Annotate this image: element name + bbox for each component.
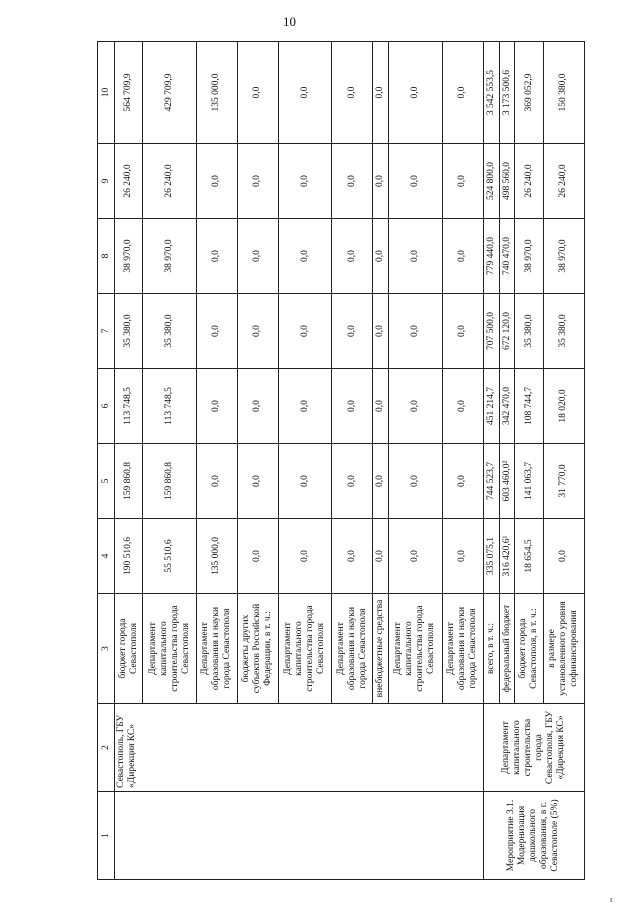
value-cell: 159 860,8 xyxy=(115,444,143,519)
value-cell: 141 063,7 xyxy=(515,444,543,519)
value-cell: 31 770,0 xyxy=(543,444,584,519)
header-cell: 10 xyxy=(98,42,115,144)
financing-table xyxy=(97,41,585,880)
value-cell: 38 970,0 xyxy=(143,219,196,294)
value-cell: 0,0 xyxy=(389,294,442,369)
value-cell: 0,0 xyxy=(332,42,373,144)
header-cell: 5 xyxy=(98,444,115,519)
measure-name-cell: Мероприятие 3.1. Модернизация дошкольного образования, в г. Севастополе (5%) xyxy=(483,792,584,880)
source-cell: Департамент образования и науки города Севастополя xyxy=(332,594,373,704)
source-cell: бюджет города Севастополя, в т. ч.: xyxy=(515,594,543,704)
value-cell: 0,0 xyxy=(442,42,483,144)
page-number: 10 xyxy=(283,14,296,29)
value-cell: 603 460,0² xyxy=(499,444,515,519)
value-cell: 0,0 xyxy=(196,219,237,294)
value-cell: 0,0 xyxy=(442,294,483,369)
source-cell: Департамент капитального строительства города Севастополя xyxy=(143,594,196,704)
value-cell: 429 709,9 xyxy=(143,42,196,144)
value-cell: 3 173 500,6 xyxy=(499,42,515,144)
value-cell: 0,0 xyxy=(332,219,373,294)
value-cell: 0,0 xyxy=(442,369,483,444)
value-cell: 0,0 xyxy=(543,519,584,594)
value-cell: 0,0 xyxy=(389,219,442,294)
value-cell: 0,0 xyxy=(389,444,442,519)
source-cell: Департамент капитального строительства города Севастополя xyxy=(278,594,331,704)
value-cell: 0,0 xyxy=(332,519,373,594)
value-cell: 0,0 xyxy=(278,294,331,369)
value-cell: 26 240,0 xyxy=(115,144,143,219)
value-cell: 35 380,0 xyxy=(515,294,543,369)
value-cell: 0,0 xyxy=(237,219,278,294)
value-cell: 0,0 xyxy=(442,444,483,519)
value-cell: 0,0 xyxy=(373,42,389,144)
value-cell: 498 560,0 xyxy=(499,144,515,219)
value-cell: 0,0 xyxy=(332,294,373,369)
value-cell: 0,0 xyxy=(373,369,389,444)
value-cell: 0,0 xyxy=(373,444,389,519)
value-cell: 0,0 xyxy=(373,219,389,294)
header-cell: 7 xyxy=(98,294,115,369)
table-body xyxy=(98,42,585,880)
value-cell: 707 500,0 xyxy=(483,294,499,369)
value-cell: 35 380,0 xyxy=(115,294,143,369)
value-cell: 26 240,0 xyxy=(143,144,196,219)
table-row xyxy=(483,42,499,880)
value-cell: 0,0 xyxy=(196,294,237,369)
value-cell: 0,0 xyxy=(196,144,237,219)
source-cell: в размере установленного уровня софинансирования xyxy=(543,594,584,704)
table-row xyxy=(115,42,143,880)
executor-cell: Департамент капитального строительства города Севастополя, ГБУ «Дирекция КС» xyxy=(483,704,584,792)
source-cell: федеральный бюджет xyxy=(499,594,515,704)
rotated-table-wrapper xyxy=(97,42,585,880)
value-cell: 38 970,0 xyxy=(515,219,543,294)
value-cell: 35 380,0 xyxy=(543,294,584,369)
value-cell: 524 800,0 xyxy=(483,144,499,219)
value-cell: 135 000,0 xyxy=(196,42,237,144)
value-cell: 0,0 xyxy=(196,444,237,519)
value-cell: 135 000,0 xyxy=(196,519,237,594)
value-cell: 0,0 xyxy=(237,369,278,444)
value-cell: 0,0 xyxy=(278,144,331,219)
source-cell: Департамент образования и науки города Севастополя xyxy=(442,594,483,704)
value-cell: 0,0 xyxy=(278,444,331,519)
header-cell: 8 xyxy=(98,219,115,294)
value-cell: 0,0 xyxy=(373,144,389,219)
value-cell: 0,0 xyxy=(278,519,331,594)
value-cell: 744 523,7 xyxy=(483,444,499,519)
footer-mark: ι xyxy=(610,895,613,904)
value-cell: 159 860,8 xyxy=(143,444,196,519)
header-cell: 4 xyxy=(98,519,115,594)
value-cell: 35 380,0 xyxy=(143,294,196,369)
value-cell: 3 542 553,5 xyxy=(483,42,499,144)
source-cell: всего, в т. ч.: xyxy=(483,594,499,704)
value-cell: 0,0 xyxy=(332,144,373,219)
value-cell: 113 748,5 xyxy=(143,369,196,444)
value-cell: 564 709,9 xyxy=(115,42,143,144)
source-cell: Департамент образования и науки города Севастополя xyxy=(196,594,237,704)
executor-cell: Севастополь, ГБУ «Дирекция КС» xyxy=(115,704,484,792)
value-cell: 190 510,6 xyxy=(115,519,143,594)
value-cell: 0,0 xyxy=(237,42,278,144)
value-cell: 0,0 xyxy=(278,42,331,144)
value-cell: 740 470,0 xyxy=(499,219,515,294)
value-cell: 779 440,0 xyxy=(483,219,499,294)
value-cell: 26 240,0 xyxy=(515,144,543,219)
value-cell: 0,0 xyxy=(389,144,442,219)
value-cell: 26 240,0 xyxy=(543,144,584,219)
value-cell: 0,0 xyxy=(389,42,442,144)
value-cell: 369 052,9 xyxy=(515,42,543,144)
value-cell: 150 380,0 xyxy=(543,42,584,144)
header-cell: 3 xyxy=(98,594,115,704)
source-cell: Департамент капитального строительства города Севастополя xyxy=(389,594,442,704)
measure-cell-empty xyxy=(115,792,484,880)
value-cell: 18 654,5 xyxy=(515,519,543,594)
value-cell: 0,0 xyxy=(332,444,373,519)
source-cell: внебюджетные средства xyxy=(373,594,389,704)
value-cell: 0,0 xyxy=(237,144,278,219)
value-cell: 18 020,0 xyxy=(543,369,584,444)
value-cell: 0,0 xyxy=(442,519,483,594)
value-cell: 38 970,0 xyxy=(115,219,143,294)
header-cell: 2 xyxy=(98,704,115,792)
value-cell: 0,0 xyxy=(237,444,278,519)
value-cell: 0,0 xyxy=(237,519,278,594)
value-cell: 0,0 xyxy=(373,294,389,369)
header-row xyxy=(98,42,115,880)
source-cell: бюджет города Севастополя xyxy=(115,594,143,704)
value-cell: 0,0 xyxy=(278,219,331,294)
value-cell: 335 075,1 xyxy=(483,519,499,594)
value-cell: 0,0 xyxy=(442,144,483,219)
value-cell: 316 420,6¹ xyxy=(499,519,515,594)
value-cell: 0,0 xyxy=(389,519,442,594)
header-cell: 9 xyxy=(98,144,115,219)
value-cell: 0,0 xyxy=(278,369,331,444)
value-cell: 108 744,7 xyxy=(515,369,543,444)
header-cell: 1 xyxy=(98,792,115,880)
value-cell: 0,0 xyxy=(196,369,237,444)
value-cell: 672 120,0 xyxy=(499,294,515,369)
value-cell: 342 470,0 xyxy=(499,369,515,444)
value-cell: 113 748,5 xyxy=(115,369,143,444)
source-cell: бюджеты других субъектов Российской Федерации, в т. ч.: xyxy=(237,594,278,704)
value-cell: 0,0 xyxy=(442,219,483,294)
value-cell: 451 214,7 xyxy=(483,369,499,444)
value-cell: 55 510,6 xyxy=(143,519,196,594)
value-cell: 0,0 xyxy=(237,294,278,369)
value-cell: 0,0 xyxy=(373,519,389,594)
value-cell: 0,0 xyxy=(389,369,442,444)
value-cell: 38 970,0 xyxy=(543,219,584,294)
value-cell: 0,0 xyxy=(332,369,373,444)
table-stage xyxy=(97,42,585,880)
header-cell: 6 xyxy=(98,369,115,444)
